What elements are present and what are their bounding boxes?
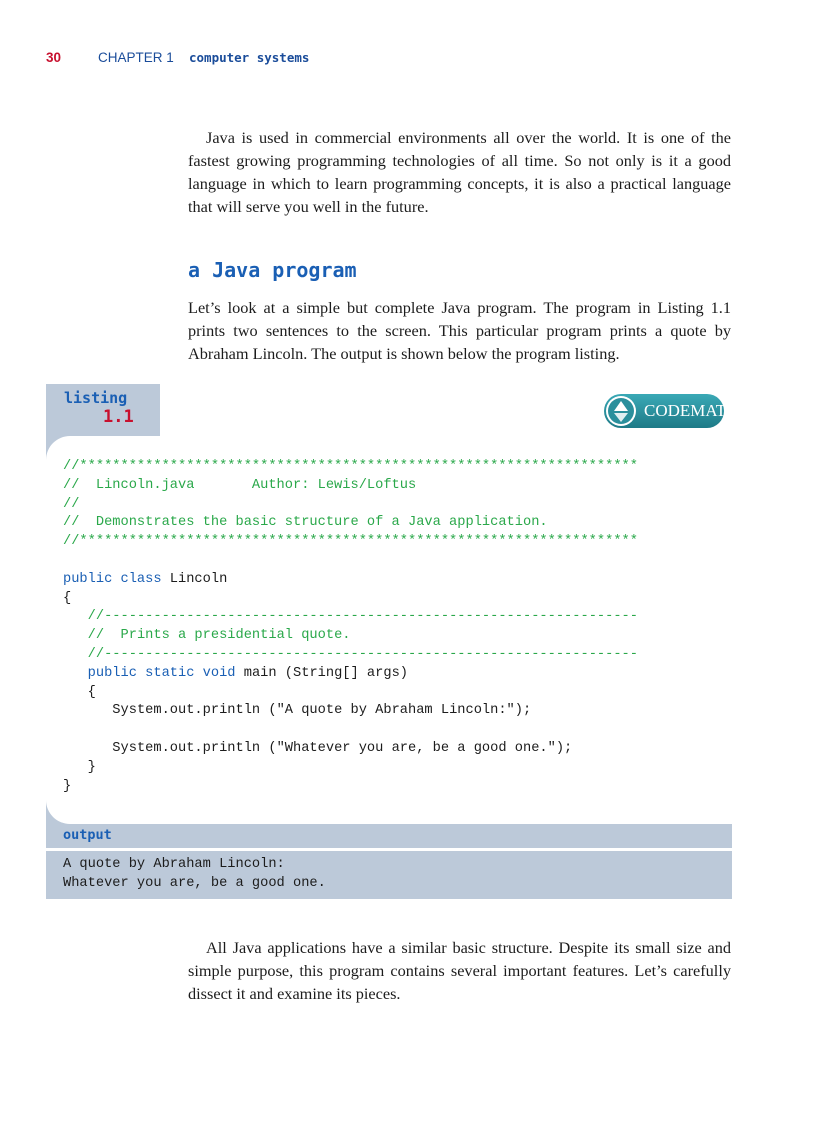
codemate-badge: [604, 394, 737, 428]
code-line: [63, 646, 638, 665]
code-token: main (String[] args): [235, 665, 409, 681]
code-line: [63, 590, 638, 609]
code-line: [63, 458, 638, 477]
code-token: }: [87, 759, 96, 775]
output-line: A quote by Abraham Lincoln:: [63, 857, 285, 872]
code-token: Lincoln: [161, 571, 228, 587]
code-indent: [63, 760, 88, 775]
code-panel: [46, 436, 732, 824]
section-intro-paragraph: Let’s look at a simple but complete Java program. The program in Listing 1.1 prints two sentences to the screen. This particular program prints a quote by Abraham Lincoln. The output is shown below the program listing.: [188, 298, 731, 363]
output-panel: [46, 851, 732, 899]
code-line: [63, 514, 638, 533]
code-token: }: [63, 778, 72, 794]
code-line: [63, 702, 638, 721]
code-token: System.out.println ("A quote by Abraham Lincoln:");: [112, 703, 532, 719]
code-token: //: [63, 496, 80, 512]
output-header: [46, 824, 732, 848]
code-line: [63, 608, 638, 627]
code-token: {: [63, 590, 72, 606]
code-line: [63, 627, 638, 646]
code-indent: [63, 628, 88, 643]
output-lines: [63, 855, 326, 893]
code-line: [63, 571, 638, 590]
code-line: [63, 759, 638, 778]
code-line: [63, 552, 638, 571]
code-indent: [63, 741, 112, 756]
code-lines: [63, 458, 638, 796]
code-indent: [63, 703, 112, 718]
code-line: [63, 740, 638, 759]
code-line: [63, 721, 638, 740]
code-line: [63, 778, 638, 797]
listing-tab: [46, 384, 160, 436]
closing-paragraph: All Java applications have a similar basic structure. Despite its small size and simple purpose, this program contains several important features. Let’s carefully dissect it and examine its pieces.: [188, 938, 731, 1003]
code-token: //********************************************************************: [63, 534, 638, 550]
intro-paragraph: Java is used in commercial environments all over the world. It is one of the fastest growing programming technologies of all time. So not only is it a good language in which to learn programming concepts, it is also a practical language that will serve you well in the future.: [188, 128, 731, 216]
code-indent: [63, 647, 88, 662]
section-heading: a Java program: [188, 258, 357, 282]
chapter-title: computer systems: [189, 50, 310, 65]
code-token: // Prints a presidential quote.: [87, 628, 351, 644]
code-listing: [46, 436, 732, 824]
codemate-logo-icon: [606, 396, 636, 426]
page-number: 30: [46, 50, 62, 65]
chapter-label: CHAPTER 1: [98, 50, 174, 65]
code-token: //-----------------------------------------------------------------: [87, 646, 638, 662]
code-indent: [63, 609, 88, 624]
listing-number: 1.1: [103, 407, 134, 427]
code-indent: [63, 666, 88, 681]
code-line: [63, 665, 638, 684]
code-line: [63, 533, 638, 552]
code-token: System.out.println ("Whatever you are, be a good one.");: [112, 740, 573, 756]
code-token: public class: [63, 571, 162, 587]
code-token: {: [87, 684, 96, 700]
code-line: [63, 477, 638, 496]
code-line: [63, 496, 638, 515]
code-token: //********************************************************************: [63, 459, 638, 474]
output-line: Whatever you are, be a good one.: [63, 876, 326, 891]
code-token: // Lincoln.java Author: Lewis/Loftus: [63, 477, 417, 493]
code-line: [63, 684, 638, 703]
code-indent: [63, 685, 88, 700]
codemate-text: CODEMATE: [644, 401, 737, 420]
output-label: output: [63, 827, 112, 843]
listing-label: listing: [64, 389, 128, 407]
code-token: //-----------------------------------------------------------------: [87, 609, 638, 625]
code-token: // Demonstrates the basic structure of a Java application.: [63, 515, 548, 531]
code-token: public static void: [87, 665, 236, 681]
